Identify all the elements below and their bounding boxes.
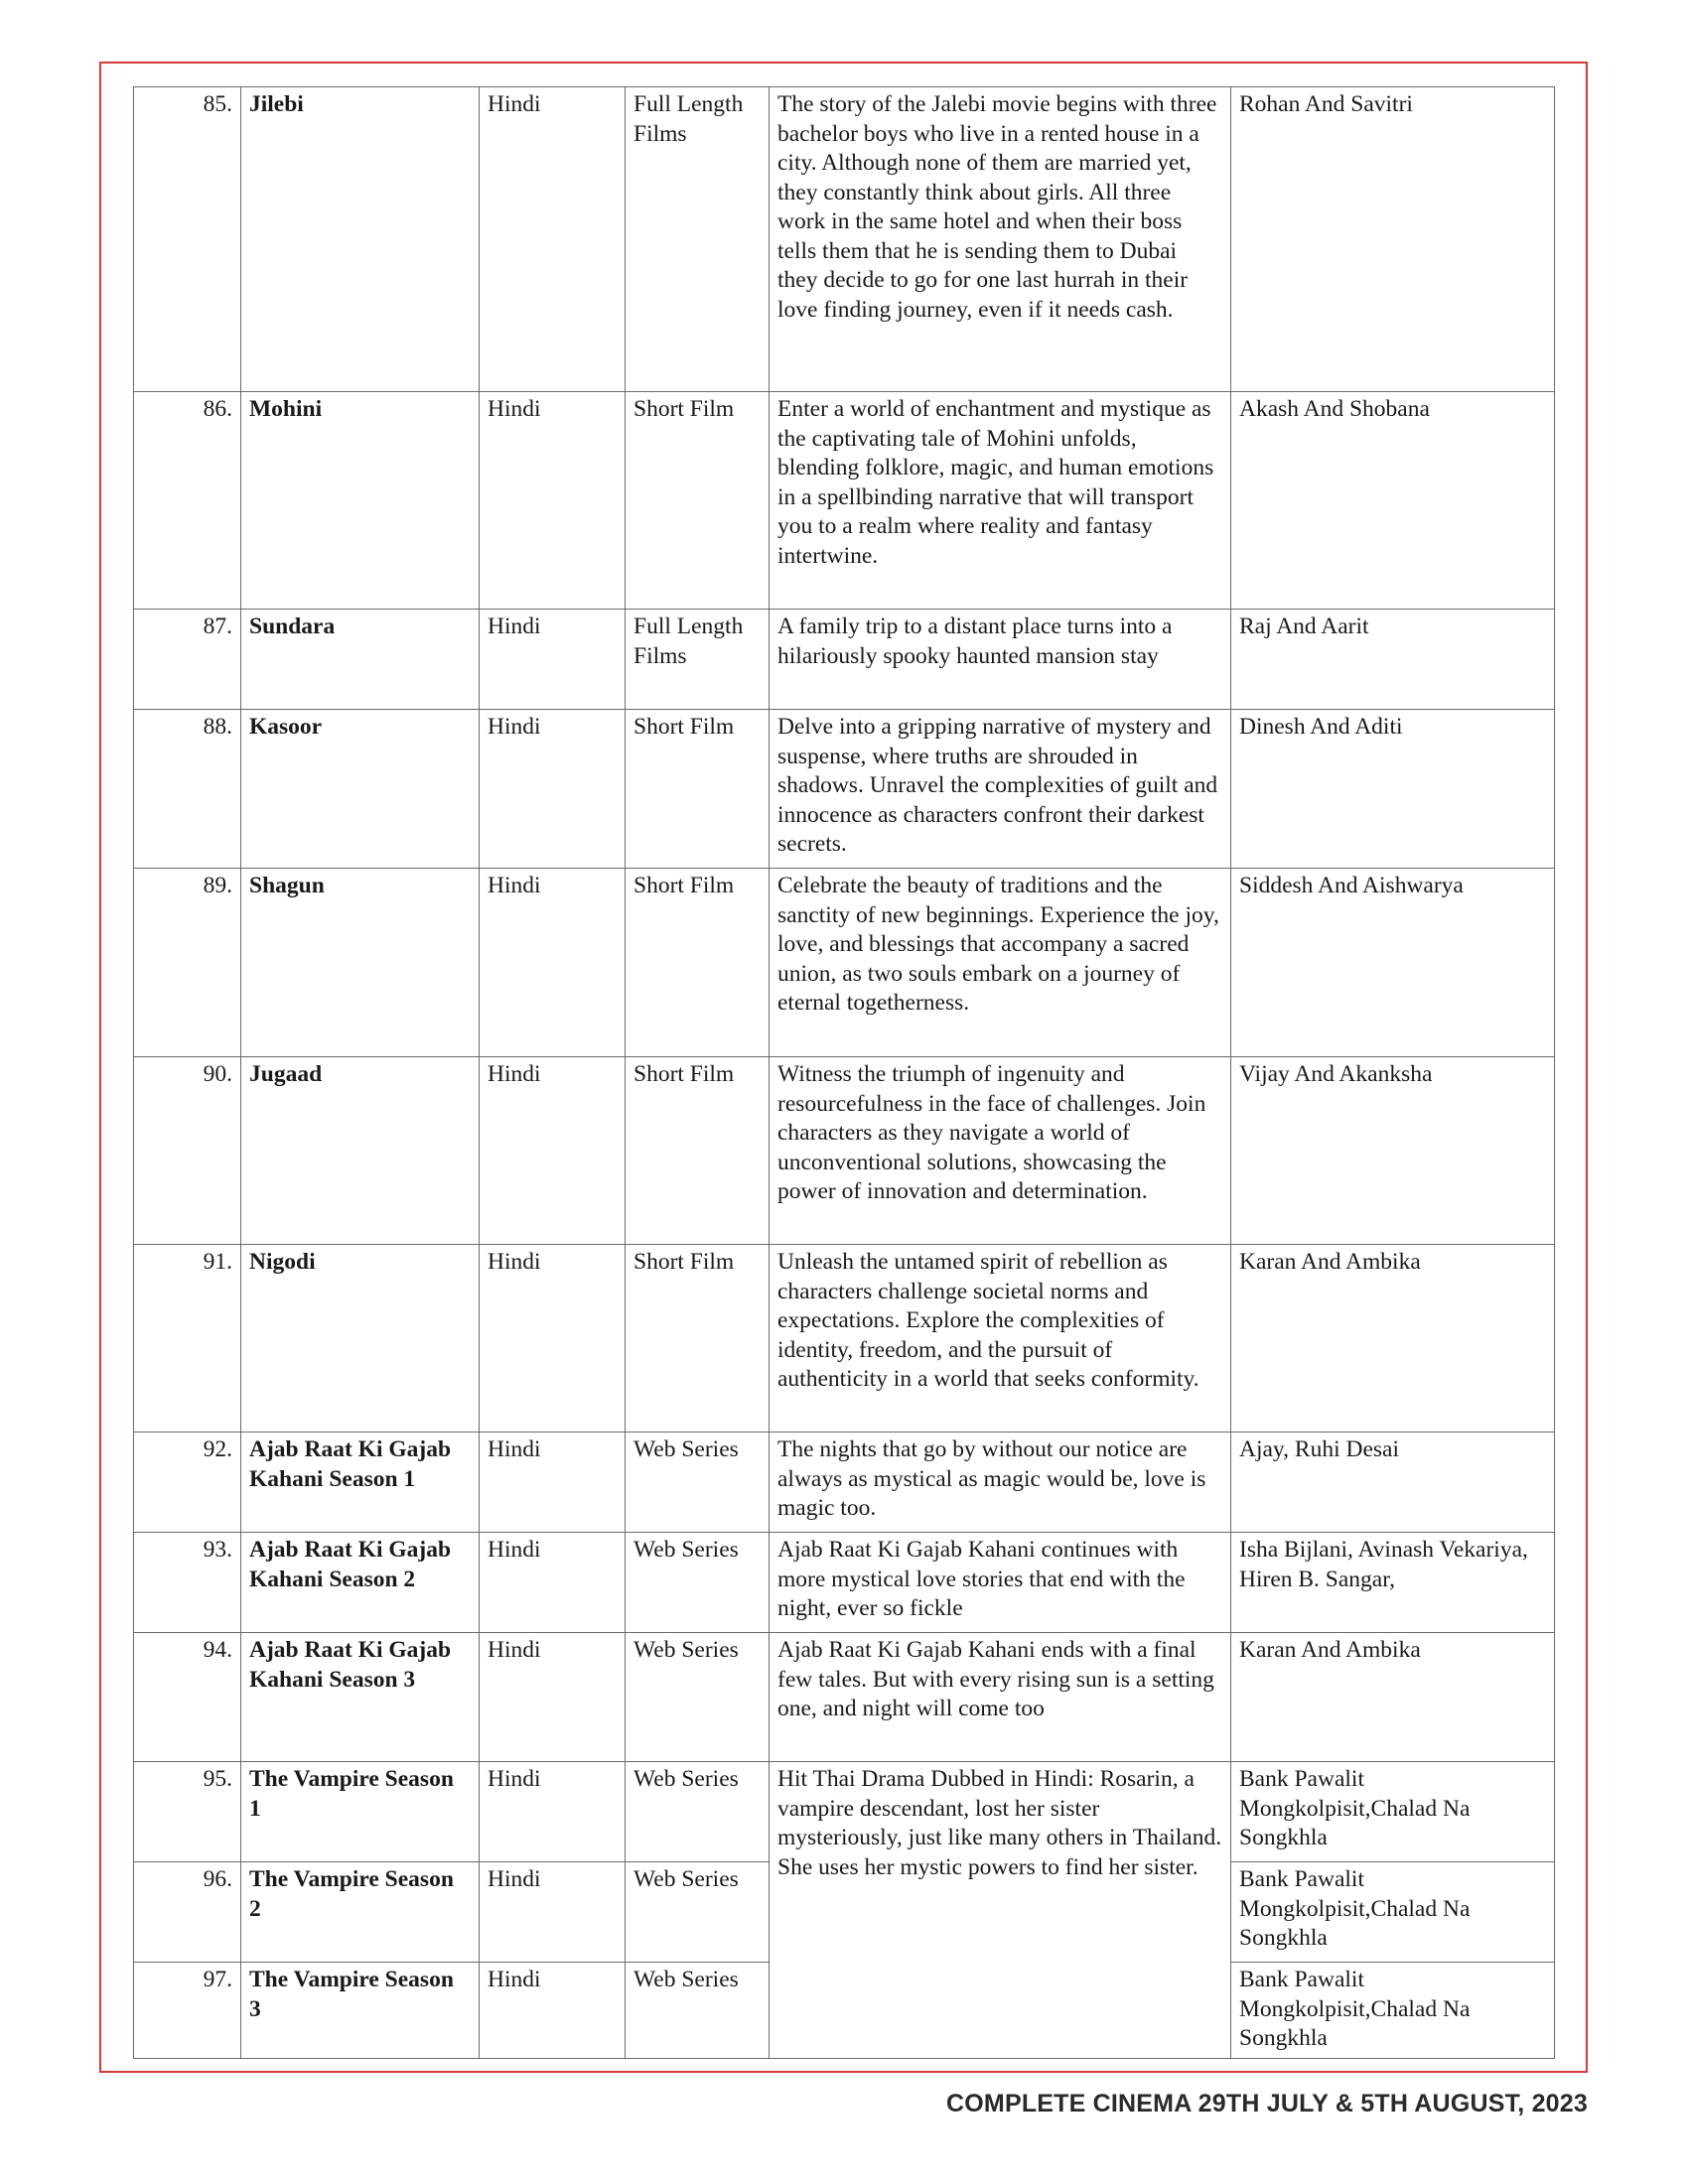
table-row: [134, 1633, 1555, 1762]
row-number: 97.: [134, 1963, 241, 2059]
film-language: Hindi: [480, 1862, 626, 1963]
film-synopsis: Delve into a gripping narrative of mystery and suspense, where truths are shrouded in shadows. Unravel the complexities of guilt and innocence as characters confront their darkest secrets.: [770, 710, 1231, 869]
film-synopsis: Celebrate the beauty of traditions and the sanctity of new beginnings. Experience the joy, love, and blessings that accompany a sacred union, as two souls embark on a journey of eternal togetherness.: [770, 869, 1231, 1057]
film-title: The Vampire Season 3: [241, 1963, 480, 2059]
film-cast: Isha Bijlani, Avinash Vekariya, Hiren B. Sangar,: [1231, 1533, 1555, 1633]
film-title: Ajab Raat Ki Gajab Kahani Season 1: [241, 1433, 480, 1533]
film-language: Hindi: [480, 869, 626, 1057]
row-number: 87.: [134, 610, 241, 710]
film-format: Web Series: [626, 1862, 770, 1963]
film-format: Short Film: [626, 869, 770, 1057]
table-row: [134, 1245, 1555, 1433]
row-number: 94.: [134, 1633, 241, 1762]
film-format: Web Series: [626, 1533, 770, 1633]
film-synopsis: A family trip to a distant place turns into a hilariously spooky haunted mansion stay: [770, 610, 1231, 710]
film-format: Short Film: [626, 1057, 770, 1245]
film-language: Hindi: [480, 610, 626, 710]
film-synopsis: Unleash the untamed spirit of rebellion as characters challenge societal norms and expectations. Explore the complexities of identity, freedom, and the pursuit of authenticity in a world that seeks conformity.: [770, 1245, 1231, 1433]
table-row: [134, 1057, 1555, 1245]
film-title: Jilebi: [241, 87, 480, 392]
film-title: The Vampire Season 2: [241, 1862, 480, 1963]
film-cast: Siddesh And Aishwarya: [1231, 869, 1555, 1057]
film-format: Short Film: [626, 710, 770, 869]
film-cast: Bank Pawalit Mongkolpisit,Chalad Na Songkhla: [1231, 1862, 1555, 1963]
row-number: 95.: [134, 1762, 241, 1862]
table-row: [134, 610, 1555, 710]
row-number: 91.: [134, 1245, 241, 1433]
film-cast: Bank Pawalit Mongkolpisit,Chalad Na Songkhla: [1231, 1963, 1555, 2059]
film-title: Nigodi: [241, 1245, 480, 1433]
row-number: 96.: [134, 1862, 241, 1963]
film-synopsis: Ajab Raat Ki Gajab Kahani continues with more mystical love stories that end with the night, ever so fickle: [770, 1533, 1231, 1633]
film-synopsis: The nights that go by without our notice are always as mystical as magic would be, love is magic too.: [770, 1433, 1231, 1533]
film-cast: Bank Pawalit Mongkolpisit,Chalad Na Songkhla: [1231, 1762, 1555, 1862]
film-synopsis: Enter a world of enchantment and mystique as the captivating tale of Mohini unfolds, blending folklore, magic, and human emotions in a spellbinding narrative that will transport you to a realm where reality and fantasy intertwine.: [770, 392, 1231, 610]
film-cast: Karan And Ambika: [1231, 1245, 1555, 1433]
film-language: Hindi: [480, 1633, 626, 1762]
film-format: Short Film: [626, 1245, 770, 1433]
film-format: Web Series: [626, 1762, 770, 1862]
film-cast: Akash And Shobana: [1231, 392, 1555, 610]
film-language: Hindi: [480, 1963, 626, 2059]
film-format: Web Series: [626, 1433, 770, 1533]
film-title: Mohini: [241, 392, 480, 610]
film-language: Hindi: [480, 1433, 626, 1533]
film-cast: Vijay And Akanksha: [1231, 1057, 1555, 1245]
row-number: 85.: [134, 87, 241, 392]
row-number: 92.: [134, 1433, 241, 1533]
film-title: Ajab Raat Ki Gajab Kahani Season 2: [241, 1533, 480, 1633]
film-format: Web Series: [626, 1633, 770, 1762]
film-title: Sundara: [241, 610, 480, 710]
film-synopsis: Witness the triumph of ingenuity and resourcefulness in the face of challenges. Join characters as they navigate a world of unconventional solutions, showcasing the power of innovation and determination.: [770, 1057, 1231, 1245]
film-synopsis: Hit Thai Drama Dubbed in Hindi: Rosarin, a vampire descendant, lost her sister mysteriously, just like many others in Thailand. She uses her mystic powers to find her sister.: [770, 1762, 1231, 2059]
film-cast: Dinesh And Aditi: [1231, 710, 1555, 869]
table-row: [134, 87, 1555, 392]
row-number: 88.: [134, 710, 241, 869]
film-language: Hindi: [480, 1245, 626, 1433]
film-synopsis: Ajab Raat Ki Gajab Kahani ends with a final few tales. But with every rising sun is a setting one, and night will come too: [770, 1633, 1231, 1762]
table-row: [134, 392, 1555, 610]
film-cast: Raj And Aarit: [1231, 610, 1555, 710]
film-title: Kasoor: [241, 710, 480, 869]
film-title: Shagun: [241, 869, 480, 1057]
table-row: [134, 1762, 1555, 1862]
row-number: 86.: [134, 392, 241, 610]
film-cast: Ajay, Ruhi Desai: [1231, 1433, 1555, 1533]
film-language: Hindi: [480, 710, 626, 869]
table-row: [134, 710, 1555, 869]
film-format: Short Film: [626, 392, 770, 610]
film-title: Ajab Raat Ki Gajab Kahani Season 3: [241, 1633, 480, 1762]
table-row: [134, 1533, 1555, 1633]
film-language: Hindi: [480, 1533, 626, 1633]
row-number: 90.: [134, 1057, 241, 1245]
row-number: 93.: [134, 1533, 241, 1633]
film-list-table: [133, 86, 1555, 2059]
film-title: The Vampire Season 1: [241, 1762, 480, 1862]
film-language: Hindi: [480, 87, 626, 392]
film-cast: Karan And Ambika: [1231, 1633, 1555, 1762]
film-language: Hindi: [480, 392, 626, 610]
table-row: [134, 869, 1555, 1057]
film-format: Full Length Films: [626, 610, 770, 710]
film-cast: Rohan And Savitri: [1231, 87, 1555, 392]
film-language: Hindi: [480, 1057, 626, 1245]
film-language: Hindi: [480, 1762, 626, 1862]
table-row: [134, 1433, 1555, 1533]
page-footer: COMPLETE CINEMA 29TH JULY & 5TH AUGUST, 2023: [946, 2090, 1588, 2117]
film-synopsis: The story of the Jalebi movie begins with three bachelor boys who live in a rented house in a city. Although none of them are married yet, they constantly think about girls. All three work in the same hotel and when their boss tells them that he is sending them to Dubai they decide to go for one last hurrah in their love finding journey, even if it needs cash.: [770, 87, 1231, 392]
row-number: 89.: [134, 869, 241, 1057]
film-format: Web Series: [626, 1963, 770, 2059]
film-format: Full Length Films: [626, 87, 770, 392]
film-title: Jugaad: [241, 1057, 480, 1245]
